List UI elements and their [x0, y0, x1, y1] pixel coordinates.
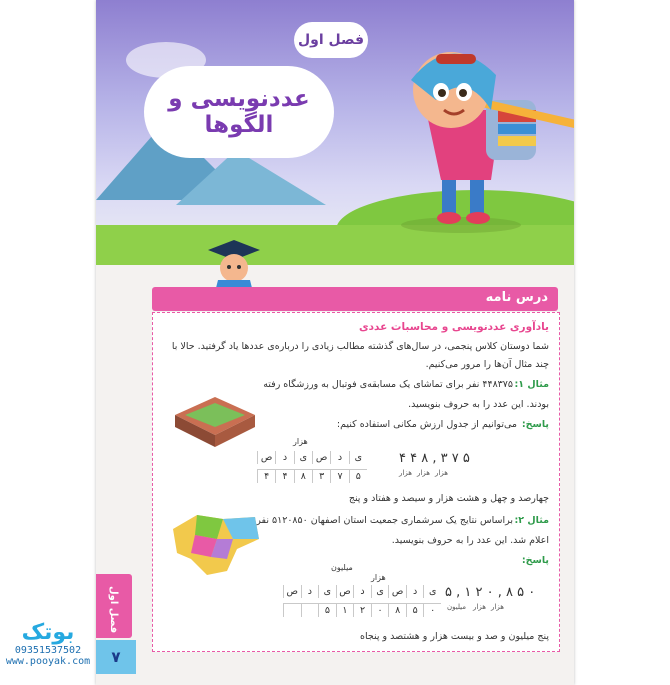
ex2-header-cell: د: [353, 585, 371, 598]
chapter-hero-illustration: [96, 0, 574, 265]
ex1-place-value-digits: [257, 469, 367, 483]
chapter-side-tab-label: فصل اول: [108, 586, 119, 634]
ex1-digit-cell: ۵: [349, 470, 367, 483]
chapter-title: [144, 66, 334, 158]
watermark-logo: بوتک: [21, 620, 75, 645]
example2-words: پنج میلیون و صد و بیست هزار و هشتصد و پنجاه: [360, 631, 549, 642]
chapter-title-line1: عددنویسی و: [168, 85, 310, 112]
ex2-header-cell: ص: [336, 585, 354, 598]
ex1-digit-cell: ۴: [275, 470, 293, 483]
example1-line1: ۴۴۸۳۷۵ نفر برای تماشای یک مسابقه‌ی فوتبال به ورزشگاه رفته: [263, 379, 513, 390]
ex1-place-value-header: [257, 451, 367, 464]
ex2-digit-cell: ۲: [353, 604, 371, 617]
ex1-header-cell: ی: [349, 451, 367, 464]
lesson-band: [152, 287, 558, 311]
ex2-header-cell: ی: [318, 585, 336, 598]
ex2-digit-cell: ۸: [388, 604, 406, 617]
ex2-header-cell: ی: [423, 585, 441, 598]
ex2-digit-cell: ۰: [371, 604, 389, 617]
ex2-digit-cell: ۱: [336, 604, 354, 617]
intro-line2: چند مثال آن‌ها را مرور می‌کنیم.: [425, 359, 549, 370]
intro-line1: شما دوستان کلاس پنجمی، در سال‌های گذشته مطالب زیادی را درباره‌ی عددها یاد گرفتید. حالا با: [171, 341, 549, 352]
stadium-icon: [171, 385, 259, 449]
ex1-inline-digits: ۴ ۴ ۸ , ۳ ۷ ۵: [399, 451, 470, 466]
example1-label: مثال ۱:: [514, 379, 549, 390]
chapter-title-line2: الگوها: [204, 112, 274, 138]
example2-answer-label: پاسخ:: [521, 555, 549, 566]
ex2-digit-cell: ۵: [318, 604, 336, 617]
ex2-header-cell: ی: [371, 585, 389, 598]
section-heading: یادآوری عددنویسی و محاسبات عددی: [359, 321, 549, 333]
ex1-digit-cell: ۴: [257, 470, 275, 483]
ex2-digit-cell: ۰: [423, 604, 441, 617]
ex1-group-thousand: هزار: [293, 437, 308, 446]
ex1-inline-label: هزار: [417, 469, 430, 477]
ex1-digit-cell: ۷: [330, 470, 348, 483]
ex1-digit-cell: ۸: [294, 470, 312, 483]
watermark-site: www.pooyak.com: [5, 656, 91, 667]
ex1-digit-cell: ۳: [312, 470, 330, 483]
ex2-header-cell: ص: [388, 585, 406, 598]
ex2-digit-cell: [283, 604, 301, 617]
ex2-inline-label: هزار: [473, 603, 486, 611]
ex1-header-cell: د: [330, 451, 348, 464]
ex2-place-value-header: [283, 585, 441, 598]
example1-answer-label: پاسخ:: [521, 419, 549, 430]
ex1-header-cell: ی: [294, 451, 312, 464]
watermark-phone: 09351537502: [14, 645, 82, 656]
page-number: ۷: [96, 640, 136, 674]
ex2-inline-label: میلیون: [447, 603, 467, 611]
example1-line2: بودند. این عدد را به حروف بنویسید.: [408, 399, 549, 410]
ex2-group-million: میلیون: [331, 563, 353, 572]
book-page: [96, 0, 574, 685]
chapter-badge: فصل اول: [294, 22, 368, 58]
example1-answer-text: می‌توانیم از جدول ارزش مکانی استفاده کنیم:: [336, 419, 517, 430]
lesson-band-label: درس نامه: [485, 290, 548, 305]
watermark: [0, 620, 96, 685]
lesson-box: [152, 312, 560, 652]
ex1-inline-label: هزار: [399, 469, 412, 477]
ex2-header-cell: ص: [283, 585, 301, 598]
ex2-header-cell: د: [301, 585, 319, 598]
ex2-inline-label: هزار: [491, 603, 504, 611]
ex2-place-value-digits: [283, 603, 441, 617]
ex2-header-cell: د: [406, 585, 424, 598]
ex1-header-cell: ص: [312, 451, 330, 464]
example2-line2: اعلام شد. این عدد را به حروف بنویسید.: [391, 535, 549, 546]
ex2-digit-cell: [301, 604, 319, 617]
ex1-inline-label: هزار: [435, 469, 448, 477]
ex2-inline-digits: ۵ , ۱ ۲ ۰ , ۸ ۵ ۰: [445, 585, 536, 600]
ex1-header-cell: ص: [257, 451, 275, 464]
example2-line1: براساس نتایج یک سرشماری جمعیت استان اصفهان ۵۱۲۰۸۵۰ نفر: [256, 515, 513, 526]
ex2-group-thousand: هزار: [371, 573, 386, 582]
ex2-digit-cell: ۵: [406, 604, 424, 617]
example1-words: چهارصد و چهل و هشت هزار و سیصد و هفتاد و پنج: [348, 493, 549, 504]
example2-label: مثال ۲:: [514, 515, 549, 526]
ex1-header-cell: د: [275, 451, 293, 464]
chapter-side-tab: [96, 574, 132, 638]
isfahan-map-icon: [167, 509, 263, 579]
